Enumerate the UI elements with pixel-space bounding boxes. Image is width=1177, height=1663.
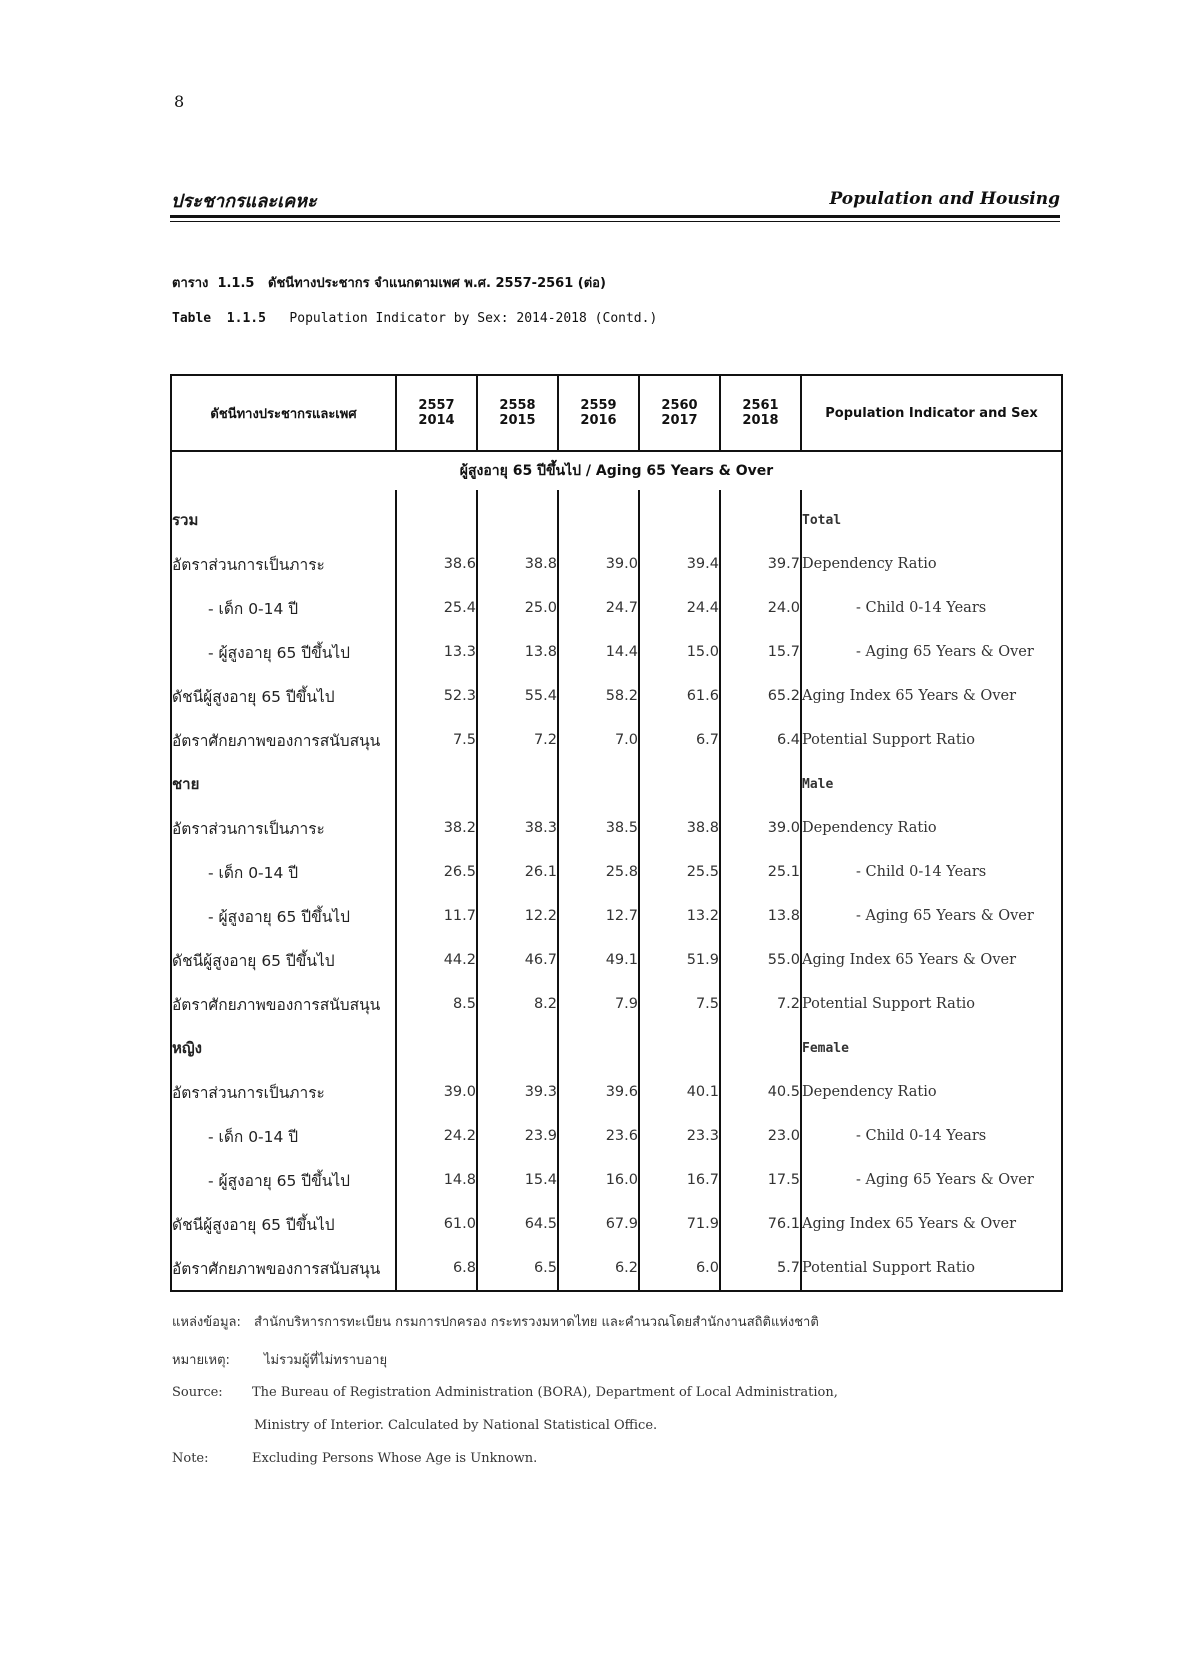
- value-cell: 7.2: [477, 718, 558, 762]
- value-cell: 13.8: [477, 630, 558, 674]
- table-row: [171, 1114, 1062, 1158]
- value-cell: 25.5: [639, 850, 720, 894]
- caption-prefix-english: Table: [172, 311, 212, 326]
- value-cell: 55.0: [720, 938, 801, 982]
- empty-cell: [477, 1026, 558, 1070]
- value-cell: 46.7: [477, 938, 558, 982]
- value-cell: 39.3: [477, 1070, 558, 1114]
- year-be-header: 2558: [477, 375, 558, 413]
- group-row: [171, 490, 1062, 542]
- value-cell: 6.7: [639, 718, 720, 762]
- value-cell: 23.3: [639, 1114, 720, 1158]
- note-english: [172, 1451, 537, 1466]
- year-ce-header: 2018: [720, 413, 801, 451]
- value-cell: 23.0: [720, 1114, 801, 1158]
- value-cell: 38.8: [477, 542, 558, 586]
- row-label-thai: อัตราศักยภาพของการสนับสนุน: [172, 731, 381, 750]
- empty-cell: [720, 490, 801, 542]
- note-thai: [172, 1349, 387, 1370]
- value-cell: 7.5: [639, 982, 720, 1026]
- value-cell: 15.4: [477, 1158, 558, 1202]
- note-thai-label: หมายเหตุ:: [172, 1353, 230, 1368]
- value-cell: 11.7: [396, 894, 477, 938]
- group-row: [171, 762, 1062, 806]
- value-cell: 8.2: [477, 982, 558, 1026]
- row-label-english: - Child 0-14 Years: [856, 864, 987, 880]
- row-label-english: Potential Support Ratio: [802, 996, 976, 1012]
- year-ce-header: 2017: [639, 413, 720, 451]
- note-english-label: Note:: [172, 1451, 209, 1466]
- table-row: [171, 806, 1062, 850]
- row-label-thai: ดัชนีผู้สูงอายุ 65 ปีขึ้นไป: [172, 951, 335, 970]
- value-cell: 76.1: [720, 1202, 801, 1246]
- year-be-header: 2560: [639, 375, 720, 413]
- empty-cell: [639, 1026, 720, 1070]
- header-rule: [170, 215, 1060, 218]
- running-header-english: Population and Housing: [829, 189, 1060, 209]
- row-label-thai: - ผู้สูงอายุ 65 ปีขึ้นไป: [208, 643, 350, 662]
- table-row: [171, 542, 1062, 586]
- value-cell: 6.4: [720, 718, 801, 762]
- value-cell: 61.0: [396, 1202, 477, 1246]
- empty-cell: [558, 1026, 639, 1070]
- table-row: [171, 630, 1062, 674]
- value-cell: 26.1: [477, 850, 558, 894]
- value-cell: 38.5: [558, 806, 639, 850]
- row-label-thai: - เด็ก 0-14 ปี: [208, 863, 299, 882]
- source-english-label: Source:: [172, 1385, 223, 1400]
- value-cell: 13.8: [720, 894, 801, 938]
- row-label-thai: อัตราส่วนการเป็นภาระ: [172, 555, 325, 574]
- value-cell: 44.2: [396, 938, 477, 982]
- table-body: [171, 451, 1062, 1291]
- row-label-english: Dependency Ratio: [802, 556, 937, 572]
- note-thai-text: ไม่รวมผู้ที่ไม่ทราบอายุ: [264, 1353, 388, 1368]
- empty-cell: [477, 490, 558, 542]
- value-cell: 6.8: [396, 1246, 477, 1291]
- empty-cell: [720, 1026, 801, 1070]
- value-cell: 40.1: [639, 1070, 720, 1114]
- value-cell: 13.3: [396, 630, 477, 674]
- header-rule-thin: [170, 221, 1060, 222]
- group-label-english: Total: [802, 512, 842, 528]
- value-cell: 65.2: [720, 674, 801, 718]
- value-cell: 51.9: [639, 938, 720, 982]
- row-label-thai: อัตราส่วนการเป็นภาระ: [172, 819, 325, 838]
- empty-cell: [396, 490, 477, 542]
- row-label-thai: - ผู้สูงอายุ 65 ปีขึ้นไป: [208, 1171, 350, 1190]
- row-label-thai: อัตราศักยภาพของการสนับสนุน: [172, 995, 381, 1014]
- group-label-english: Female: [802, 1040, 849, 1056]
- row-label-english: - Aging 65 Years & Over: [856, 908, 1034, 924]
- value-cell: 55.4: [477, 674, 558, 718]
- value-cell: 12.2: [477, 894, 558, 938]
- value-cell: 40.5: [720, 1070, 801, 1114]
- source-thai-text: สำนักบริหารการทะเบียน กรมการปกครอง กระทรวงมหาดไทย และคำนวณโดยสำนักงานสถิติแห่งชาติ: [254, 1315, 819, 1330]
- row-label-english: - Child 0-14 Years: [856, 1128, 987, 1144]
- table-row: [171, 1202, 1062, 1246]
- value-cell: 16.7: [639, 1158, 720, 1202]
- source-english-line2: Ministry of Interior. Calculated by National Statistical Office.: [254, 1418, 658, 1433]
- empty-cell: [639, 762, 720, 806]
- year-be-header: 2557: [396, 375, 477, 413]
- value-cell: 12.7: [558, 894, 639, 938]
- year-be-header: 2559: [558, 375, 639, 413]
- row-label-english: - Child 0-14 Years: [856, 600, 987, 616]
- empty-cell: [639, 490, 720, 542]
- value-cell: 38.3: [477, 806, 558, 850]
- empty-cell: [396, 1026, 477, 1070]
- empty-cell: [477, 762, 558, 806]
- value-cell: 39.0: [720, 806, 801, 850]
- value-cell: 24.4: [639, 586, 720, 630]
- value-cell: 49.1: [558, 938, 639, 982]
- row-label-thai: ดัชนีผู้สูงอายุ 65 ปีขึ้นไป: [172, 1215, 335, 1234]
- value-cell: 7.0: [558, 718, 639, 762]
- row-label-thai: อัตราศักยภาพของการสนับสนุน: [171, 1246, 396, 1291]
- group-row: [171, 1026, 1062, 1070]
- row-label-english: Dependency Ratio: [802, 820, 937, 836]
- value-cell: 25.8: [558, 850, 639, 894]
- value-cell: 6.2: [558, 1246, 639, 1291]
- column-header-thai: ดัชนีทางประชากรและเพศ: [171, 375, 396, 451]
- value-cell: 26.5: [396, 850, 477, 894]
- group-label-thai: หญิง: [172, 1039, 202, 1057]
- value-cell: 7.5: [396, 718, 477, 762]
- empty-cell: [720, 762, 801, 806]
- table-row: [171, 894, 1062, 938]
- value-cell: 6.5: [477, 1246, 558, 1291]
- row-label-english: Potential Support Ratio: [802, 732, 976, 748]
- group-label-thai: ชาย: [172, 775, 200, 793]
- value-cell: 7.9: [558, 982, 639, 1026]
- value-cell: 25.0: [477, 586, 558, 630]
- value-cell: 16.0: [558, 1158, 639, 1202]
- value-cell: 52.3: [396, 674, 477, 718]
- year-ce-header: 2014: [396, 413, 477, 451]
- value-cell: 23.6: [558, 1114, 639, 1158]
- source-english-line1: The Bureau of Registration Administration (BORA), Department of Local Administration,: [252, 1385, 838, 1400]
- value-cell: 38.6: [396, 542, 477, 586]
- table-row: [171, 938, 1062, 982]
- table-row: [171, 718, 1062, 762]
- note-english-text: Excluding Persons Whose Age is Unknown.: [252, 1451, 538, 1466]
- value-cell: 58.2: [558, 674, 639, 718]
- page-number: 8: [174, 92, 185, 111]
- table-row: [171, 674, 1062, 718]
- row-label-english: Aging Index 65 Years & Over: [802, 1216, 1017, 1232]
- value-cell: 67.9: [558, 1202, 639, 1246]
- row-label-english: Dependency Ratio: [802, 1084, 937, 1100]
- value-cell: 8.5: [396, 982, 477, 1026]
- year-ce-header: 2016: [558, 413, 639, 451]
- source-thai-label: แหล่งข้อมูล:: [172, 1315, 241, 1330]
- row-label-thai: อัตราส่วนการเป็นภาระ: [172, 1083, 325, 1102]
- empty-cell: [558, 490, 639, 542]
- value-cell: 61.6: [639, 674, 720, 718]
- value-cell: 39.0: [558, 542, 639, 586]
- row-label-english: Potential Support Ratio: [801, 1246, 1062, 1291]
- section-title: ผู้สูงอายุ 65 ปีขึ้นไป / Aging 65 Years & Over: [459, 463, 774, 479]
- value-cell: 39.7: [720, 542, 801, 586]
- empty-cell: [396, 762, 477, 806]
- table-row: [171, 850, 1062, 894]
- table-row: [171, 982, 1062, 1026]
- year-be-header: 2561: [720, 375, 801, 413]
- value-cell: 24.2: [396, 1114, 477, 1158]
- caption-title-thai: ดัชนีทางประชากร จำแนกตามเพศ พ.ศ. 2557-2561 (ต่อ): [268, 276, 606, 291]
- caption-prefix-thai: ตาราง: [172, 276, 209, 291]
- value-cell: 64.5: [477, 1202, 558, 1246]
- table-row: [171, 586, 1062, 630]
- value-cell: 38.2: [396, 806, 477, 850]
- value-cell: 14.8: [396, 1158, 477, 1202]
- column-header-english: Population Indicator and Sex: [801, 375, 1062, 451]
- value-cell: 7.2: [720, 982, 801, 1026]
- table-caption-thai: [172, 272, 606, 293]
- value-cell: 15.0: [639, 630, 720, 674]
- row-label-thai: ดัชนีผู้สูงอายุ 65 ปีขึ้นไป: [172, 687, 335, 706]
- row-label-english: Aging Index 65 Years & Over: [802, 688, 1017, 704]
- table-row: [171, 1158, 1062, 1202]
- caption-number-thai: 1.1.5: [217, 276, 255, 291]
- table-row: [171, 1246, 1062, 1291]
- running-header-thai: ประชากรและเคหะ: [171, 191, 317, 212]
- row-label-thai: - เด็ก 0-14 ปี: [208, 1127, 299, 1146]
- value-cell: 71.9: [639, 1202, 720, 1246]
- population-indicator-table: [170, 374, 1063, 1292]
- group-label-english: Male: [802, 776, 834, 792]
- source-thai: [172, 1311, 819, 1332]
- value-cell: 38.8: [639, 806, 720, 850]
- row-label-english: - Aging 65 Years & Over: [856, 644, 1034, 660]
- value-cell: 13.2: [639, 894, 720, 938]
- value-cell: 25.4: [396, 586, 477, 630]
- row-label-english: - Aging 65 Years & Over: [856, 1172, 1034, 1188]
- value-cell: 24.0: [720, 586, 801, 630]
- value-cell: 23.9: [477, 1114, 558, 1158]
- value-cell: 39.4: [639, 542, 720, 586]
- group-label-thai: รวม: [172, 511, 199, 529]
- value-cell: 5.7: [720, 1246, 801, 1291]
- value-cell: 17.5: [720, 1158, 801, 1202]
- caption-title-english: Population Indicator by Sex: 2014-2018 (Contd.): [289, 311, 658, 326]
- value-cell: 39.0: [396, 1070, 477, 1114]
- value-cell: 24.7: [558, 586, 639, 630]
- table-row: [171, 1070, 1062, 1114]
- caption-number-english: 1.1.5: [226, 311, 266, 326]
- value-cell: 14.4: [558, 630, 639, 674]
- year-ce-header: 2015: [477, 413, 558, 451]
- value-cell: 6.0: [639, 1246, 720, 1291]
- value-cell: 15.7: [720, 630, 801, 674]
- empty-cell: [558, 762, 639, 806]
- value-cell: 39.6: [558, 1070, 639, 1114]
- source-english: [172, 1385, 838, 1400]
- table-caption-english: [172, 311, 657, 326]
- row-label-thai: - เด็ก 0-14 ปี: [208, 599, 299, 618]
- value-cell: 25.1: [720, 850, 801, 894]
- row-label-english: Aging Index 65 Years & Over: [802, 952, 1017, 968]
- row-label-thai: - ผู้สูงอายุ 65 ปีขึ้นไป: [208, 907, 350, 926]
